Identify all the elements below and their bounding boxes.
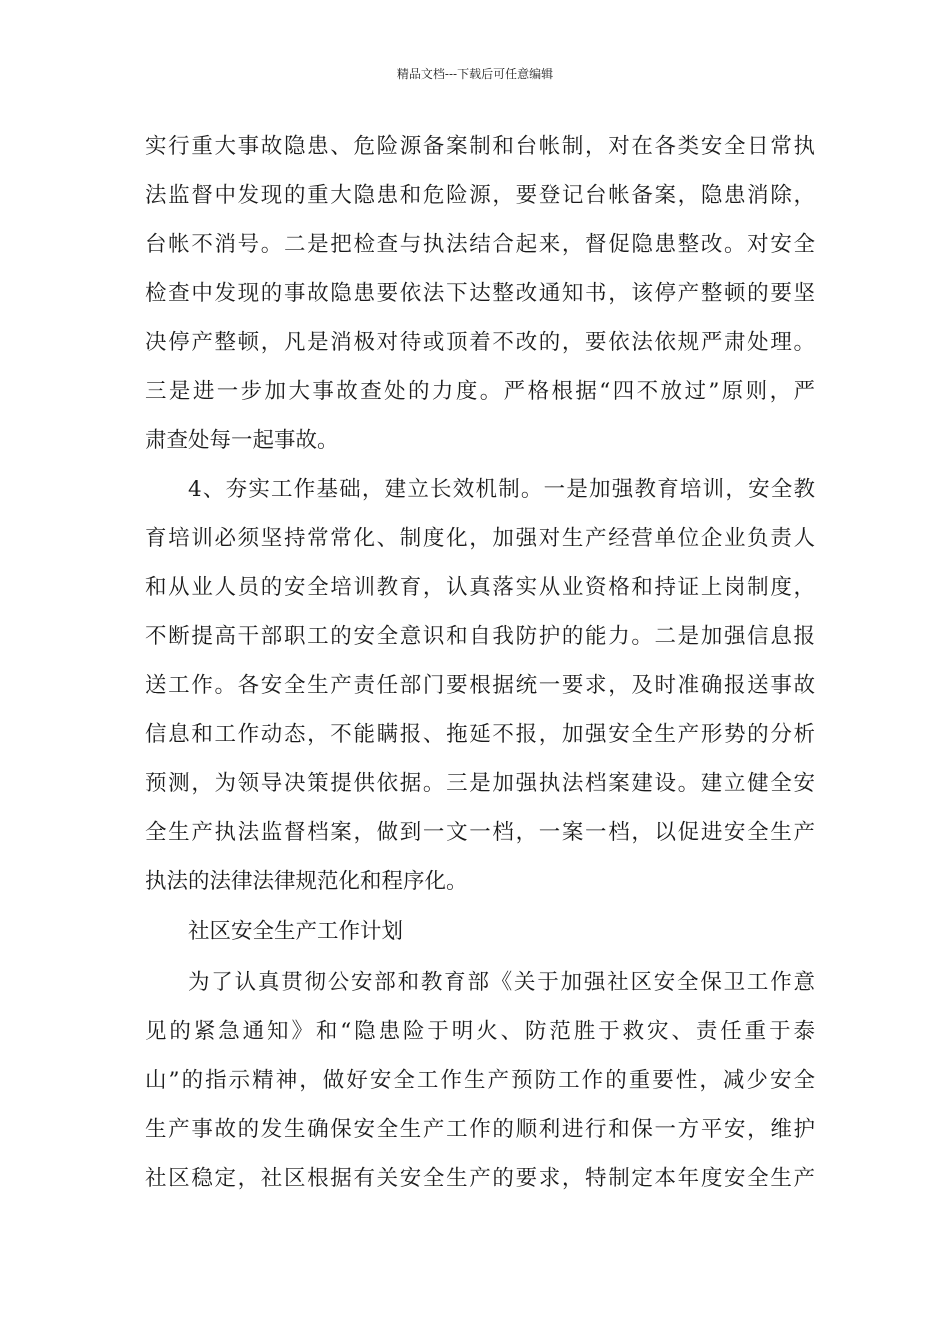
- text-line: 育培训必须坚持常常化、制度化，加强对生产经营单位企业负责人: [145, 526, 815, 551]
- text-line: 送工作。各安全生产责任部门要根据统一要求，及时准确报送事故: [145, 673, 815, 698]
- text-line: 为了认真贯彻公安部和教育部《关于加强社区安全保卫工作意: [188, 970, 815, 995]
- text-line: 生产事故的发生确保安全生产工作的顺利进行和保一方平安，维护: [145, 1117, 815, 1142]
- document-body: [145, 122, 815, 1203]
- page-header: 精品文档---下载后可任意编辑: [396, 67, 554, 81]
- text-line: 和从业人员的安全培训教育，认真落实从业资格和持证上岗制度，: [145, 575, 815, 600]
- text-line: 4、夯实工作基础，建立长效机制。一是加强教育培训，安全教: [188, 477, 815, 502]
- text-line: 信息和工作动态，不能瞒报、拖延不报，加强安全生产形势的分析: [145, 722, 815, 747]
- text-line: 执法的法律法律规范化和程序化。: [145, 869, 468, 894]
- text-line: 决停产整顿，凡是消极对待或顶着不改的，要依法依规严肃处理。: [145, 330, 815, 355]
- text-line: 山”的指示精神，做好安全工作生产预防工作的重要性，减少安全: [145, 1068, 815, 1093]
- text-line: 法监督中发现的重大隐患和危险源，要登记台帐备案，隐患消除，: [145, 183, 815, 208]
- text-line: 检查中发现的事故隐患要依法下达整改通知书，该停产整顿的要坚: [145, 281, 815, 306]
- text-line: 三是进一步加大事故查处的力度。严格根据“四不放过”原则，严: [145, 379, 815, 404]
- text-line: 实行重大事故隐患、危险源备案制和台帐制，对在各类安全日常执: [145, 134, 815, 159]
- text-line: 台帐不消号。二是把检查与执法结合起来，督促隐患整改。对安全: [145, 232, 815, 257]
- text-line: 见的紧急通知》和“隐患险于明火、防范胜于救灾、责任重于泰: [145, 1019, 815, 1044]
- text-line: 不断提高干部职工的安全意识和自我防护的能力。二是加强信息报: [145, 624, 815, 649]
- text-line: 全生产执法监督档案，做到一文一档，一案一档，以促进安全生产: [145, 820, 815, 845]
- section-heading: 社区安全生产工作计划: [188, 919, 404, 944]
- text-line: 预测，为领导决策提供依据。三是加强执法档案建设。建立健全安: [145, 771, 815, 796]
- text-line: 肃查处每一起事故。: [145, 428, 339, 453]
- text-line: 社区稳定，社区根据有关安全生产的要求，特制定本年度安全生产: [145, 1166, 815, 1191]
